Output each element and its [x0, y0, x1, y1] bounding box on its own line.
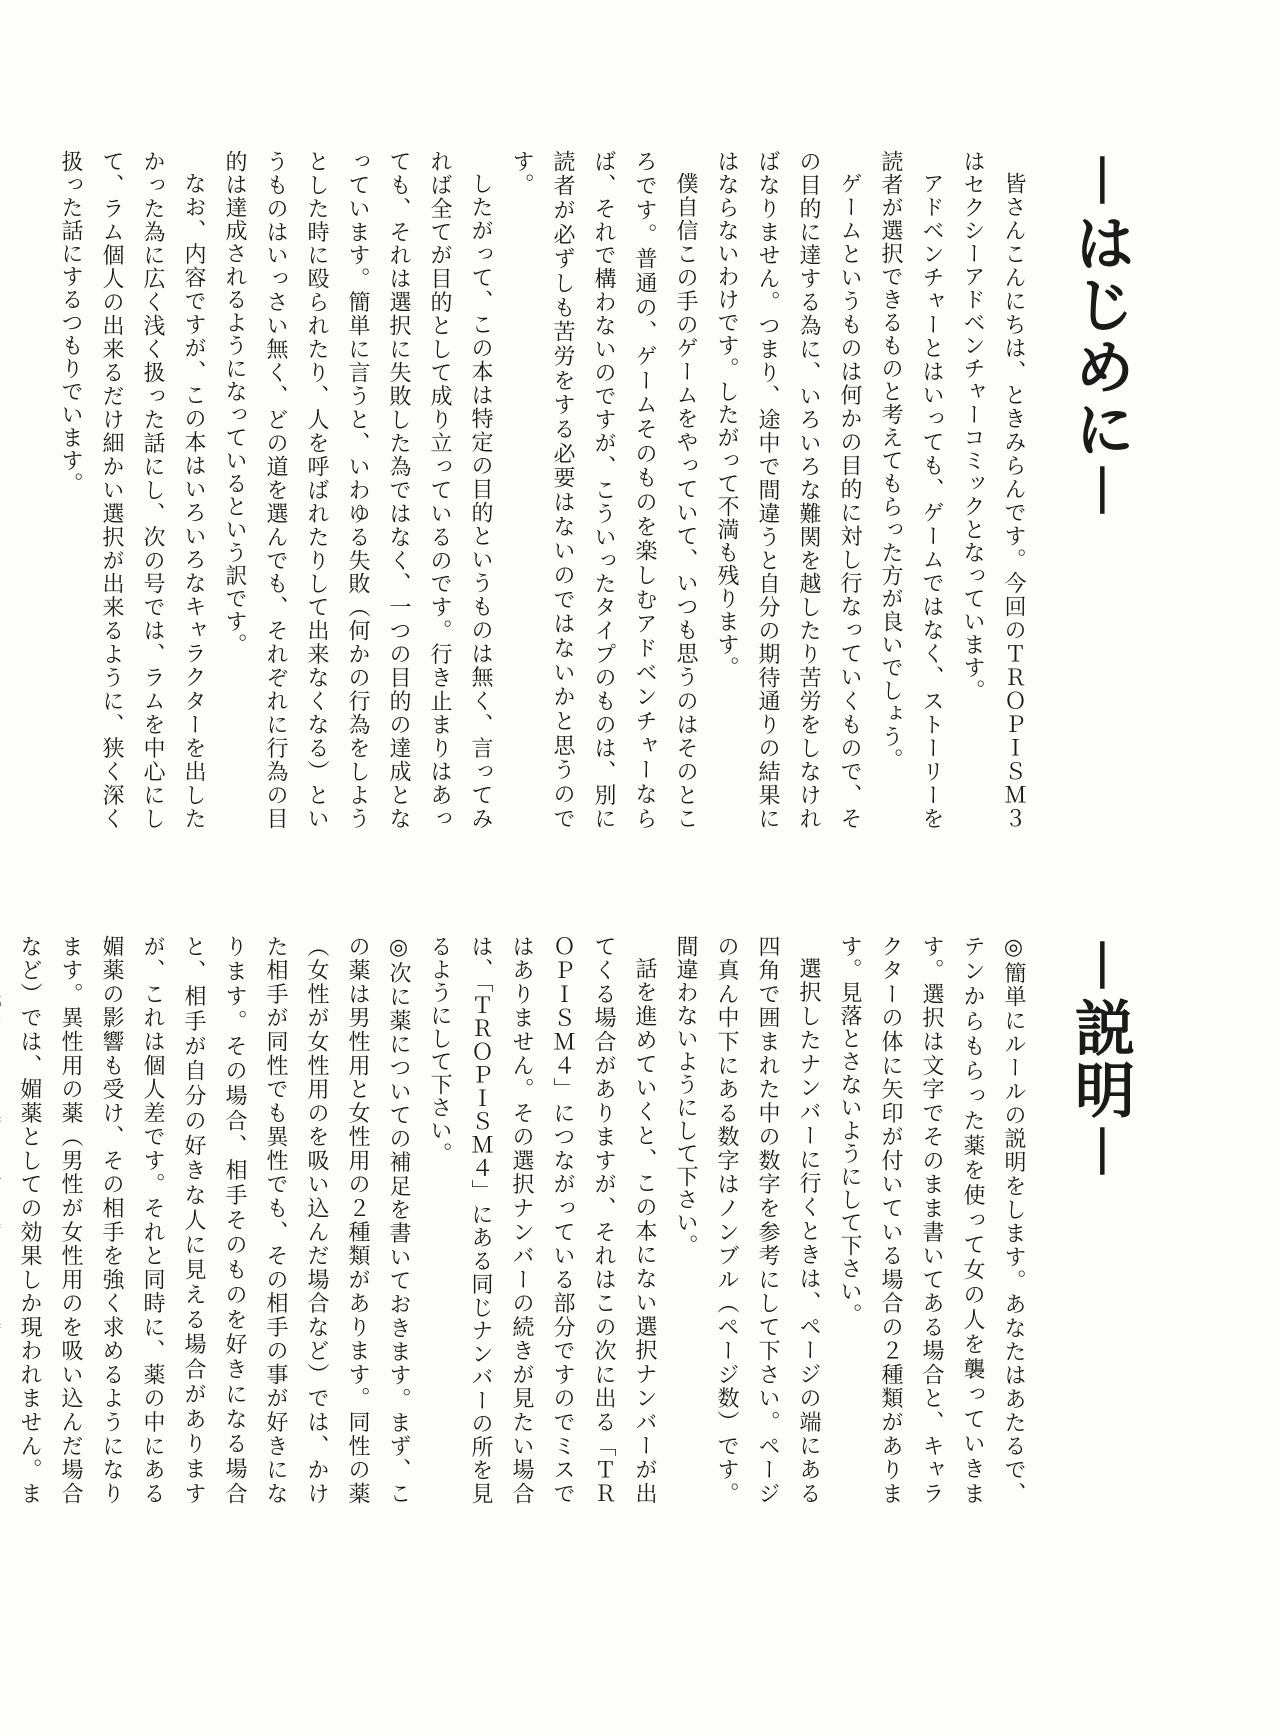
intro-heading: －はじめに－ — [1065, 150, 1135, 522]
intro-section — [58, 150, 1135, 850]
intro-paragraph: したがって、この本は特定の目的というものは無く、言ってみれば全てが目的として成り立っているのです。行き止まりはあっても、それは選択に失敗した為ではなく、一つの目的の達成となっています。簡単に言うと、いわゆる失敗（何かの行為をしようとした時に殴られたり、人を呼ばれたりして出来なくなる）というものはいっさい無く、どの道を選んでも、それぞれに行為の目的は達成されるようになっているという訳です。 — [222, 150, 493, 831]
rules-heading: －説明－ — [1065, 935, 1135, 1183]
rules-paragraph: 選択したナンバーに行くときは、ページの端にある四角で囲まれた中の数字を参考にして下さい。ページの真ん中下にある数字はノンブル（ページ数）です。間違わないようにして下さい。 — [673, 935, 821, 1505]
intro-paragraph: アドベンチャーとはいっても、ゲームではなく、ストーリーを読者が選択できるものと考えてもらった方が良いでしょう。 — [878, 150, 944, 830]
intro-paragraph: 皆さんこんにちは、ときみらんです。今回のＴＲＯＰＩＳＭ３はセクシーアドベンチャーコミックとなっています。 — [960, 150, 1026, 830]
rules-paragraph: 話を進めていくと、この本にない選択ナンバーが出てくる場合がありますが、それはこの次に出る「ＴＲＯＰＩＳＭ４」につながっている部分ですのでミスではありません。その選択ナンバーの続きが見たい場合は、「ＴＲＯＰＩＳＭ４」にある同じナンバーの所を見るようにして下さい。 — [427, 935, 657, 1505]
intro-paragraph: 僕自信この手のゲームをやっていて、いつも思うのはそのところです。普通の、ゲームそのものを楽しむアドベンチャーならば、それで構わないのですが、こういったタイプのものは、別に読者が必ずしも苦労をする必要はないのではないかと思うのです。 — [509, 150, 698, 830]
rules-paragraph: ◎簡単にルールの説明をします。あなたはあたるで、テンからもらった薬を使って女の人を襲っていきます。選択は文字でそのまま書いてある場合と、キャラクターの体に矢印が付いている場合の２種類があります。見落とさないようにして下さい。 — [837, 935, 1026, 1505]
rules-section — [17, 935, 1135, 1535]
rules-paragraph: ◎次に薬についての補足を書いておきます。まず、この薬は男性用と女性用の２種類があります。同性の薬（女性が女性用のを吸い込んだ場合など）では、かけた相手が同性でも異性でも、その相手の事が好きになります。その場合、相手そのものを好きになる場合と、相手が自分の好きな人に見える場合がありますが、これは個人差です。それと同時に、薬の中にある媚薬の影響も受け、その相手を強く求めるようになります。異性用の薬（男性が女性用のを吸い込んだ場合など）では、媚薬としての効果しか現われません。ま — [17, 935, 411, 1505]
intro-paragraph: ゲームというものは何かの目的に対し行なっていくもので、その目的に達する為に、いろいろな難関を越したり苦労をしなければなりません。つまり、途中で間違うと自分の期待通りの結果にはならないわけです。したがって不満も残ります。 — [714, 150, 862, 830]
intro-paragraph: なお、内容ですが、この本はいろいろなキャラクターを出したかった為に広く浅く扱った話にし、次の号では、ラムを中心にして、ラム個人の出来るだけ細かい選択が出来るように、狭く深く扱った話にするつもりでいます。 — [58, 150, 206, 831]
